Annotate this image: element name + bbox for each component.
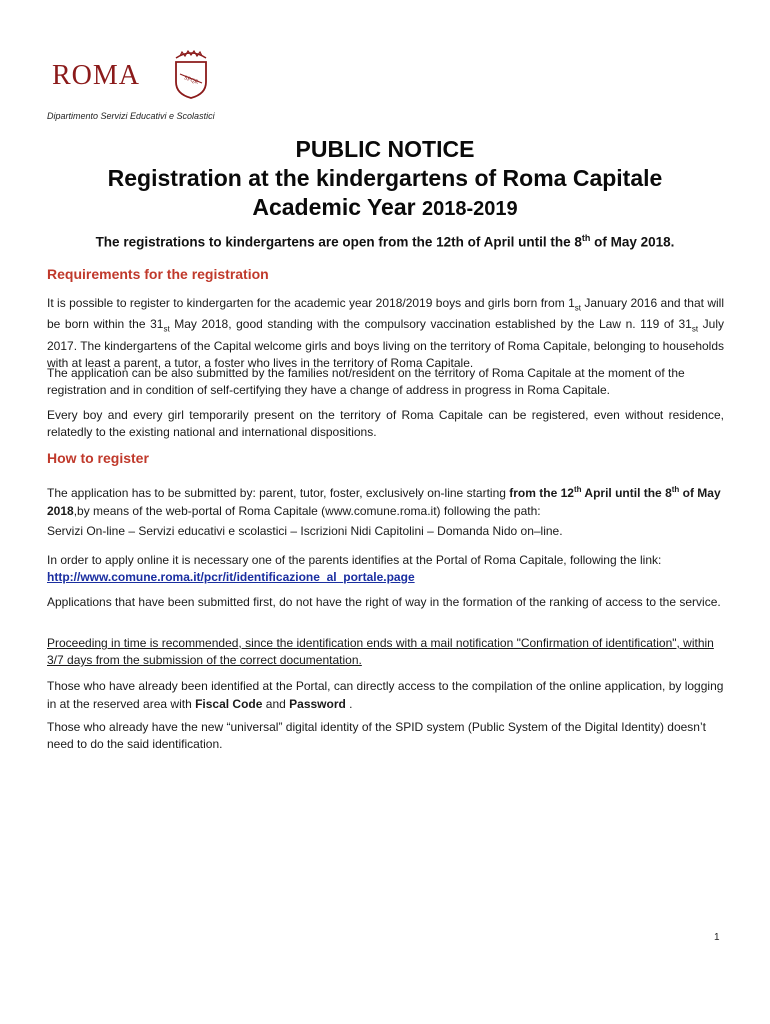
superscript: th <box>573 485 582 494</box>
title-academic-year <box>0 193 770 224</box>
text: January 2016 and that will be born within the 31 <box>47 296 724 332</box>
department-name: Dipartimento Servizi Educativi e Scolastici <box>47 111 215 121</box>
registration-period-end: of May 2018. <box>590 234 675 250</box>
subscript: st <box>574 303 581 313</box>
academic-year-value: 2018-2019 <box>421 198 518 220</box>
fiscal-code-label: Fiscal Code <box>195 697 263 711</box>
text: In order to apply online it is necessary one of the parents identifies at the Portal of Roma Capitale, following the link: <box>47 553 662 567</box>
text: ,by means of the web-portal of Roma Capitale (www.comune.roma.it) following the path: <box>73 504 541 518</box>
subscript: st <box>691 324 699 334</box>
text: and <box>262 697 290 711</box>
text: from the 12 <box>509 486 574 500</box>
text: April until the 8 <box>581 486 672 500</box>
text: . <box>345 697 353 711</box>
title-public-notice: PUBLIC NOTICE <box>295 136 475 162</box>
svg-text:SPQR: SPQR <box>182 75 200 86</box>
title-registration: Registration at the kindergartens of Roma Capitale <box>107 165 663 191</box>
how-paragraph-4: Proceeding in time is recommended, since the identification ends with a mail notification "Confirmation of identification", within 3/7 days from the submission of the correct documentation. <box>47 636 714 667</box>
how-to-register-heading: How to register <box>47 450 149 466</box>
text: July 2017. The kindergartens of the Capital welcome girls and boys living on the territory of Roma Capitale, belonging to households with at least a parent, a tutor, a foster who lives in the territory of Roma Capitale. <box>47 317 724 370</box>
superscript: th <box>671 485 680 494</box>
text: May 2018, good standing with the compulsory vaccination established by the Law n. 119 of 31 <box>169 317 692 332</box>
identification-link[interactable]: http://www.comune.roma.it/pcr/it/identificazione_al_portale.page <box>47 570 415 584</box>
text: It is possible to register to kindergarten for the academic year 2018/2019 boys and girls born from 1 <box>47 296 575 310</box>
requirements-paragraph-1 <box>47 295 724 372</box>
page-number: 1 <box>714 932 720 943</box>
password-label: Password <box>289 697 346 711</box>
how-paragraph-2 <box>47 552 724 586</box>
how-paragraph-5 <box>47 677 724 713</box>
requirements-paragraph-3: Every boy and every girl temporarily present on the territory of Roma Capitale can be registered, even without residence, relatedly to the existing national and international dispositions. <box>47 408 724 439</box>
requirements-heading: Requirements for the registration <box>47 266 269 282</box>
requirements-paragraph-2: The application can be also submitted by the families not/resident on the territory of Roma Capitale at the moment of the registration and in condition of self-certifying they have a change of address in progress in Roma Capitale. <box>47 366 685 397</box>
subscript: st <box>163 324 170 334</box>
roma-crest-icon <box>170 50 212 100</box>
service-path: Servizi On-line – Servizi educativi e scolastici – Iscrizioni Nidi Capitolini – Domanda Nido on–line. <box>47 524 563 538</box>
text: of May 2018 <box>47 486 721 518</box>
title-block <box>0 135 770 224</box>
roma-logo-text: ROMA <box>52 60 141 91</box>
text: Those who have already been identified at the Portal, can directly access to the compilation of the online application, by logging in at the reserved area with <box>47 679 724 711</box>
how-paragraph-1 <box>47 481 724 520</box>
text: The application has to be submitted by: parent, tutor, foster, exclusively on-line starting <box>47 486 510 500</box>
registration-period-text: The registrations to kindergartens are open from the 12th of April until the 8 <box>95 234 582 250</box>
registration-period <box>0 233 770 250</box>
superscript: th <box>581 233 591 243</box>
how-paragraph-3: Applications that have been submitted first, do not have the right of way in the formation of the ranking of access to the service. <box>47 595 721 609</box>
how-paragraph-6: Those who already have the new “universal” digital identity of the SPID system (Public System of the Digital Identity) doesn’t need to do the said identification. <box>47 720 706 751</box>
academic-year-label: Academic Year <box>252 194 416 220</box>
